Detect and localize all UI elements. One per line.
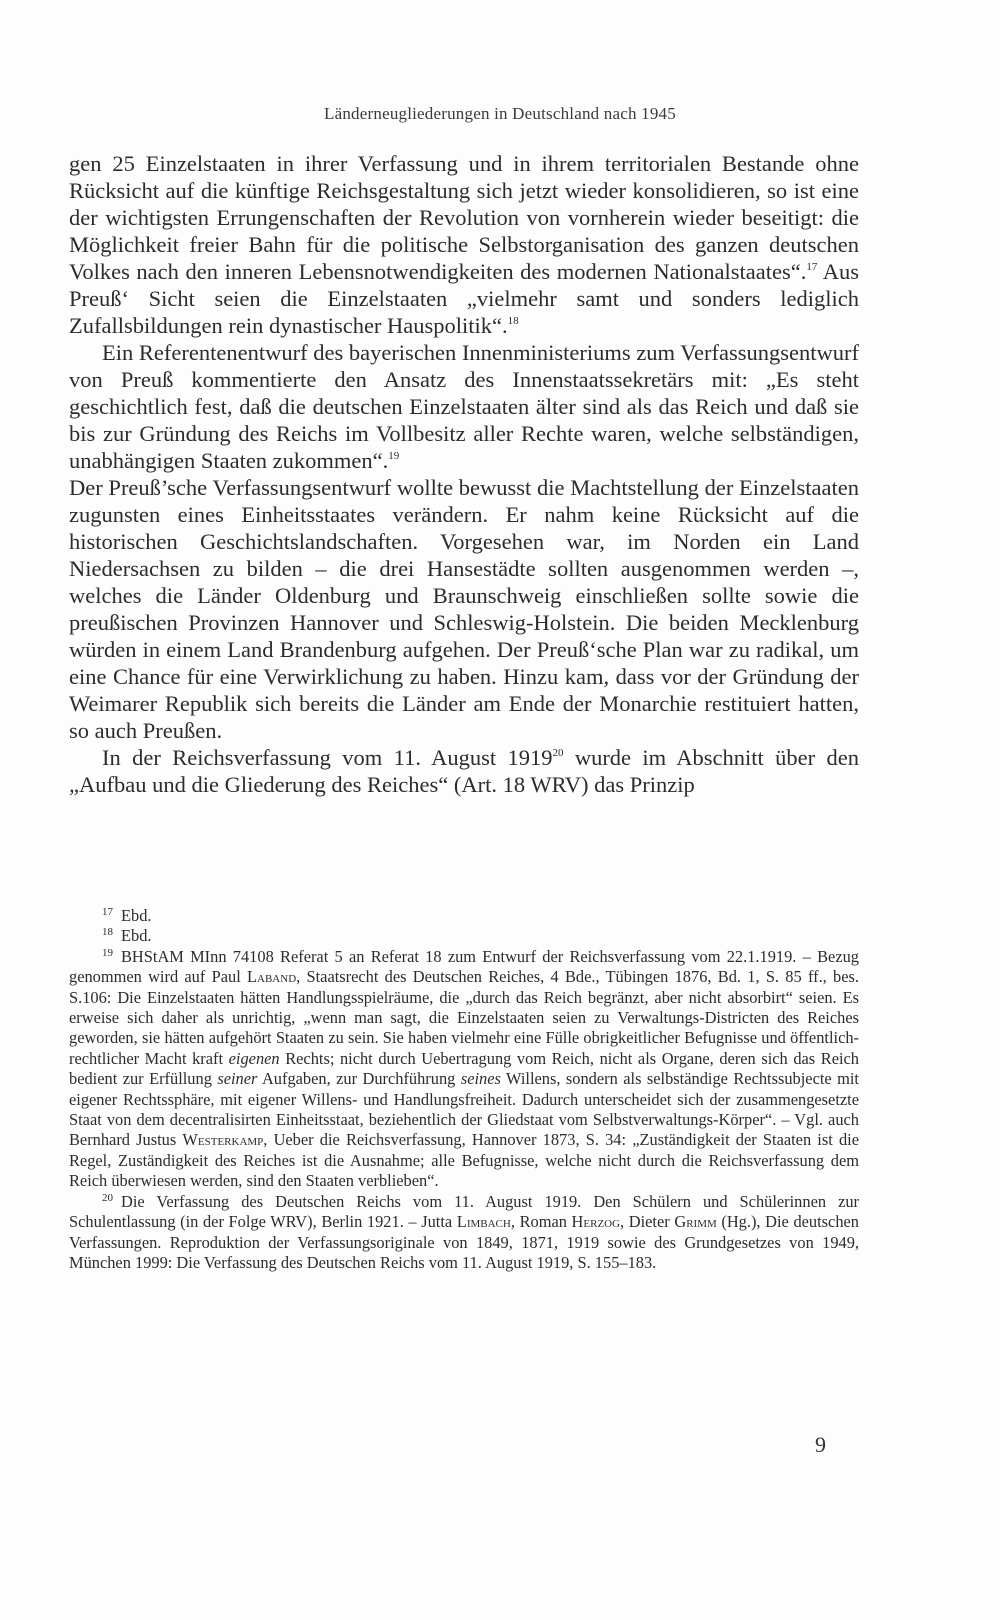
main-text bbox=[69, 150, 859, 798]
footnote-ref-18[interactable]: 18 bbox=[507, 315, 519, 327]
footnote-text: , Dieter bbox=[620, 1212, 675, 1232]
footnote-number: 19 bbox=[102, 946, 113, 959]
footnote-number: 20 bbox=[102, 1191, 113, 1204]
emphasis-seines: seines bbox=[460, 1069, 501, 1089]
paragraph-text: Ein Referentenentwurf des bayerischen Innenministeriums zum Verfassungsentwurf von Preuß kommentierte den Ansatz des Innenstaatssekretärs mit: „Es steht geschichtlich fest, daß die deutschen Einzelstaaten älter sind als das Reich und daß sie bis zur Gründung des Reichs im Vollbesitz aller Rechte waren, welche selbständigen, unabhängigen Staaten zukommen“. bbox=[69, 340, 859, 473]
author-name-grimm: Grimm bbox=[674, 1212, 717, 1232]
emphasis-eigenen: eigenen bbox=[228, 1048, 280, 1068]
paragraph-2 bbox=[69, 339, 859, 474]
paragraph-4 bbox=[69, 744, 859, 798]
footnote-number: 18 bbox=[102, 926, 113, 939]
paragraph-text: wurde im Abschnitt über den „Aufbau und die Gliederung des Reiches“ (Art. 18 WRV) das Prinzip bbox=[69, 745, 859, 797]
footnote-text: , Ueber die Reichsverfassung, Hannover 1873, S. 34: „Zuständigkeit der Staaten ist die Regel, Zuständigkeit des Reiches ist die Ausnahme; alle Befugnisse, welche nicht durch die Reichsverfassung dem Reich überwiesen werden, sind den Staaten verblieben“. bbox=[69, 1130, 859, 1191]
footnote-text: (Hg.), Die deutschen Verfassungen. Reproduktion der Verfassungsoriginale von 1849, 1871, 1919 sowie des Grundgesetzes von 1949, München 1999: Die Verfassung des Deutschen Reichs vom 11. August 1919, S. 155–183. bbox=[69, 1212, 859, 1272]
footnote-text: Aufgaben, zur Durchführung bbox=[257, 1069, 461, 1089]
footnote-text: Ebd. bbox=[121, 906, 152, 925]
footnote-19 bbox=[69, 947, 859, 1192]
footnote-17 bbox=[69, 906, 859, 926]
paragraph-1 bbox=[69, 150, 859, 339]
footnotes bbox=[69, 906, 859, 1273]
footnote-text: , Staatsrecht des Deutschen Reiches, 4 Bde., Tübingen 1876, Bd. 1, S. 85 ff., bes. S.106: Die Einzelstaaten hätten Handlungsspielräume, die „durch das Reich begränzt, aber nicht absorbirt“ seien. Es erweise sich daher als unrichtig, „wenn man sagt, die Einzelstaaten seien zu Verwaltungs-Districten des Reiches geworden, sie hätten aufgehört Staaten zu sein. Sie haben vielmehr eine Fülle obrigkeitlicher Befugnisse und öffentlich-rechtlicher Macht kraft bbox=[69, 967, 859, 1068]
paragraph-text: Aus Preuß‘ Sicht seien die Einzelstaaten „vielmehr samt und sonders lediglich Zufallsbildungen rein dynastischer Hauspolitik“. bbox=[69, 259, 859, 338]
paragraph-text: In der Reichsverfassung vom 11. August 1919 bbox=[102, 745, 553, 770]
footnote-text: Die Verfassung des Deutschen Reichs vom 11. August 1919. Den Schülern und Schülerinnen zur Schulentlassung (in der Folge WRV), Berlin 1921. – Jutta bbox=[69, 1191, 859, 1232]
author-name-limbach: Limbach bbox=[456, 1212, 511, 1232]
paragraph-3: Der Preuß’sche Verfassungsentwurf wollte bewusst die Machtstellung der Einzelstaaten zugunsten eines Einheitsstaates verändern. Er nahm keine Rücksicht auf die historischen Geschichtslandschaften. Vorgesehen war, im Norden ein Land Niedersachsen zu bilden – die drei Hansestädte sollten ausgenommen werden –, welches die Länder Oldenburg und Braunschweig einschließen sollte sowie die preußischen Provinzen Hannover und Schleswig-Holstein. Die beiden Mecklenburg würden in einem Land Brandenburg aufgehen. Der Preuß‘sche Plan war zu radikal, um eine Chance für eine Verwirklichung zu haben. Hinzu kam, dass vor der Gründung der Weimarer Republik sich bereits die Länder am Ende der Monarchie restituiert hatten, so auch Preußen. bbox=[69, 475, 859, 743]
emphasis-seiner: seiner bbox=[217, 1069, 258, 1089]
footnote-20 bbox=[69, 1192, 859, 1274]
footnote-text: Ebd. bbox=[121, 926, 152, 946]
footnote-number: 17 bbox=[102, 906, 113, 918]
footnote-text: BHStAM MInn 74108 Referat 5 an Referat 18 zum Entwurf der Reichsverfassung vom 22.1.1919. – Bezug genommen wird auf Paul bbox=[69, 946, 859, 987]
author-name-herzog: Herzog bbox=[571, 1212, 621, 1232]
footnote-ref-17[interactable]: 17 bbox=[806, 261, 818, 273]
footnote-text: Willens, sondern als selbständige Rechtssubjecte mit eigener Rechtssphäre, mit eigener Willens- und Handlungsfreiheit. Dadurch unterscheidet sich der zusammengesetzte Staat von dem decentralisirten Einheitsstaat, beziehentlich der Gliedstaat vom Selbstverwaltungs-Körper“. – Vgl. auch Bernhard Justus bbox=[69, 1069, 859, 1150]
author-name-laband: Laband bbox=[247, 967, 297, 987]
footnote-ref-19[interactable]: 19 bbox=[388, 450, 400, 462]
footnote-ref-20[interactable]: 20 bbox=[552, 747, 564, 759]
footnote-18 bbox=[69, 926, 859, 946]
footnote-text: Rechts; nicht durch Uebertragung vom Reich, nicht als Organe, deren sich das Reich bedient zur Erfüllung bbox=[69, 1048, 859, 1089]
paragraph-text: gen 25 Einzelstaaten in ihrer Verfassung und in ihrem territorialen Bestande ohne Rücksicht auf die künftige Reichsgestaltung sich jetzt wieder konsolidieren, so ist eine der wichtigsten Errungenschaften der Revolution von vornherein wieder beseitigt: die Möglichkeit freier Bahn für die politische Selbstorganisation des ganzen deutschen Volkes nach den inneren Lebensnotwendigkeiten des modernen Nationalstaates“. bbox=[69, 151, 859, 284]
page-number: 9 bbox=[815, 1432, 826, 1457]
footnote-text: , Roman bbox=[510, 1212, 572, 1232]
author-name-westerkamp: Westerkamp bbox=[182, 1130, 264, 1150]
running-head: Länderneugliederungen in Deutschland nach 1945 bbox=[324, 104, 676, 123]
